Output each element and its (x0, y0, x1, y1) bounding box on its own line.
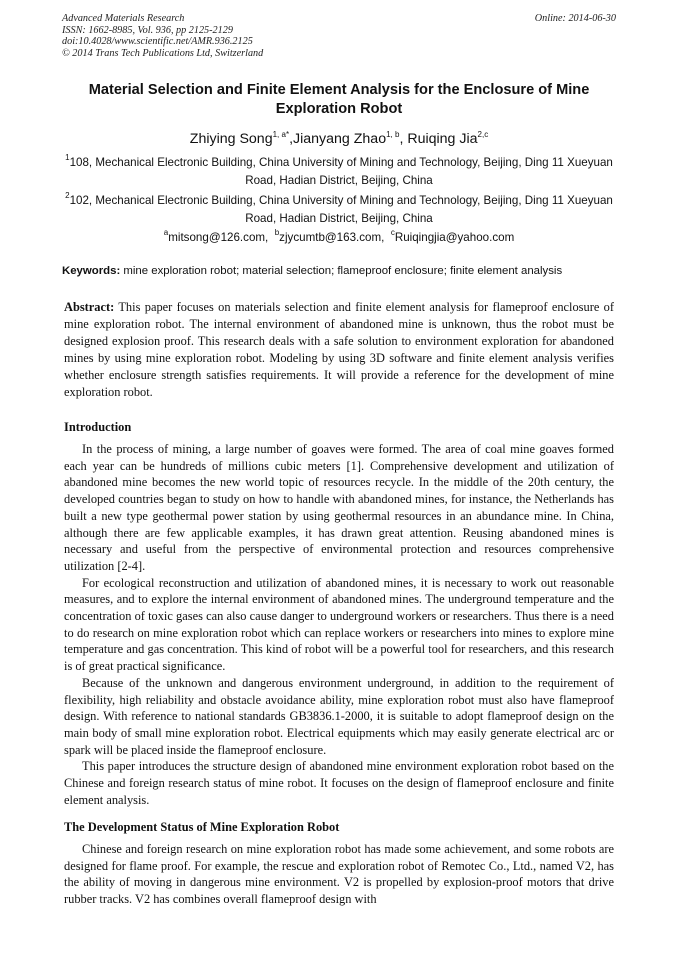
author-affiliation-mark: 2,c (477, 130, 489, 139)
introduction-body (64, 441, 614, 808)
paragraph: In the process of mining, a large number of goaves were formed. The area of coal mine goaves formed each year can be hundreds of millions cubic meters [1]. Comprehensive development and utilization of abandoned mine becomes the new world topic of resources recycle. In the middle of the 20th century, the developed countries began to study on how to handle with abandoned mines, for instance, the Netherlands has built a new type geothermal power station by using geothermal resources in an abundance mine. In China, although there are few applicable examples, it has drawn great attention. Reusing abandoned mines is necessary and useful from the perspective of environmental protection and resources comprehensive utilization [2-4]. (64, 442, 614, 573)
abstract (64, 299, 614, 401)
keywords (62, 263, 616, 279)
online-date: Online: 2014-06-30 (534, 13, 616, 24)
section-heading-introduction: Introduction (64, 420, 132, 434)
author-affiliation-mark: 1, a* (272, 130, 290, 139)
paragraph: This paper introduces the structure design of abandoned mine environment exploration robot based on the Chinese and foreign research status of mine robot. It focuses on the design of flameproof enclosure and finite element analysis. (64, 759, 614, 807)
keywords-label: Keywords: (62, 265, 121, 277)
affiliation-mark: 1 (65, 153, 70, 162)
abstract-text: This paper focuses on materials selection and finite element analysis for flameproof enclosure of mine exploration robot. The internal environment of abandoned mine is unknown, thus the robot must be designed explosion proof. This research deals with a safe solution to environment exploration for abandoned mines by using mine exploration robot. Modeling by using 3D software and finite element analysis verifies whether enclosure strength satisfies requirements. It will provide a reference for the development of mine exploration robot. (64, 300, 614, 399)
author-separator: , (289, 131, 294, 147)
journal-name: Advanced Materials Research (62, 13, 185, 24)
development-body (64, 841, 614, 908)
author-affiliation-mark: 1, b (386, 130, 400, 139)
email-address: mitsong@126.com, (168, 231, 275, 244)
affiliation-1 (62, 154, 616, 190)
abstract-label: Abstract: (64, 300, 115, 314)
author-list (62, 129, 616, 149)
author-separator: , (399, 131, 408, 147)
affiliation-mark: 2 (65, 191, 70, 200)
email-mark: c (390, 228, 395, 237)
journal-header (62, 13, 616, 59)
paragraph: For ecological reconstruction and utilization of abandoned mines, it is necessary to work out reasonable measures, and to explore the internal environment of abandoned mines. The underground temperature and the concentration of toxic gases can also cause danger to underground workers or researchers. Thus there is a need to do research on mine exploration robot which can replace workers or researchers into mines to explore mine temperature and gas concentration. This kind of robot will be a powerful tool for researchers, and this research is of great practical significance. (64, 575, 614, 674)
section-heading-development-status: The Development Status of Mine Exploration Robot (64, 820, 340, 834)
author-name: Jianyang Zhao (293, 131, 387, 147)
email-list (62, 229, 616, 247)
affiliation-text: 108, Mechanical Electronic Building, China University of Mining and Technology, Beijing, Ding 11 Xueyuan Road, Hadian District, Beijing, China (69, 156, 613, 187)
paragraph: Chinese and foreign research on mine exploration robot has made some achievement, and some robots are designed for flame proof. For example, the rescue and exploration robot of Remotec Co., Ltd., named V2, has the ability of moving in dangerous mine environment. V2 is propelled by explosion-proof motors that drive rubber tracks. V2 has combines overall flameproof design with (64, 842, 614, 907)
email-address: Ruiqingjia@yahoo.com (394, 231, 515, 244)
email-mark: a (163, 228, 169, 237)
copyright-line: © 2014 Trans Tech Publications Ltd, Switzerland (62, 47, 264, 59)
doi-line: doi:10.4028/www.scientific.net/AMR.936.2125 (62, 36, 253, 47)
issn-line: ISSN: 1662-8985, Vol. 936, pp 2125-2129 (62, 24, 233, 36)
author-name: Ruiqing Jia (407, 131, 478, 147)
author-name: Zhiying Song (189, 131, 273, 147)
paper-title: Material Selection and Finite Element Analysis for the Enclosure of Mine Exploration Robot (88, 82, 590, 117)
paragraph: Because of the unknown and dangerous environment underground, in addition to the requirement of flexibility, high reliability and obstacle avoidance ability, mine exploration robot must also have flameproof design. With reference to national standards GB3836.1-2000, it is suitable to adopt flameproof design on the main body of small mine exploration robot. Electrical equipments which may easily generate electrical arc or spark will be placed inside the flameproof enclosure. (64, 675, 614, 757)
email-address: zjycumtb@163.com, (279, 231, 391, 244)
affiliation-text: 102, Mechanical Electronic Building, China University of Mining and Technology, Beijing, Ding 11 Xueyuan Road, Hadian District, Beijing, China (69, 194, 613, 225)
email-mark: b (274, 228, 280, 237)
keywords-text: mine exploration robot; material selection; flameproof enclosure; finite element analysis (120, 265, 563, 277)
affiliation-2 (62, 192, 616, 228)
